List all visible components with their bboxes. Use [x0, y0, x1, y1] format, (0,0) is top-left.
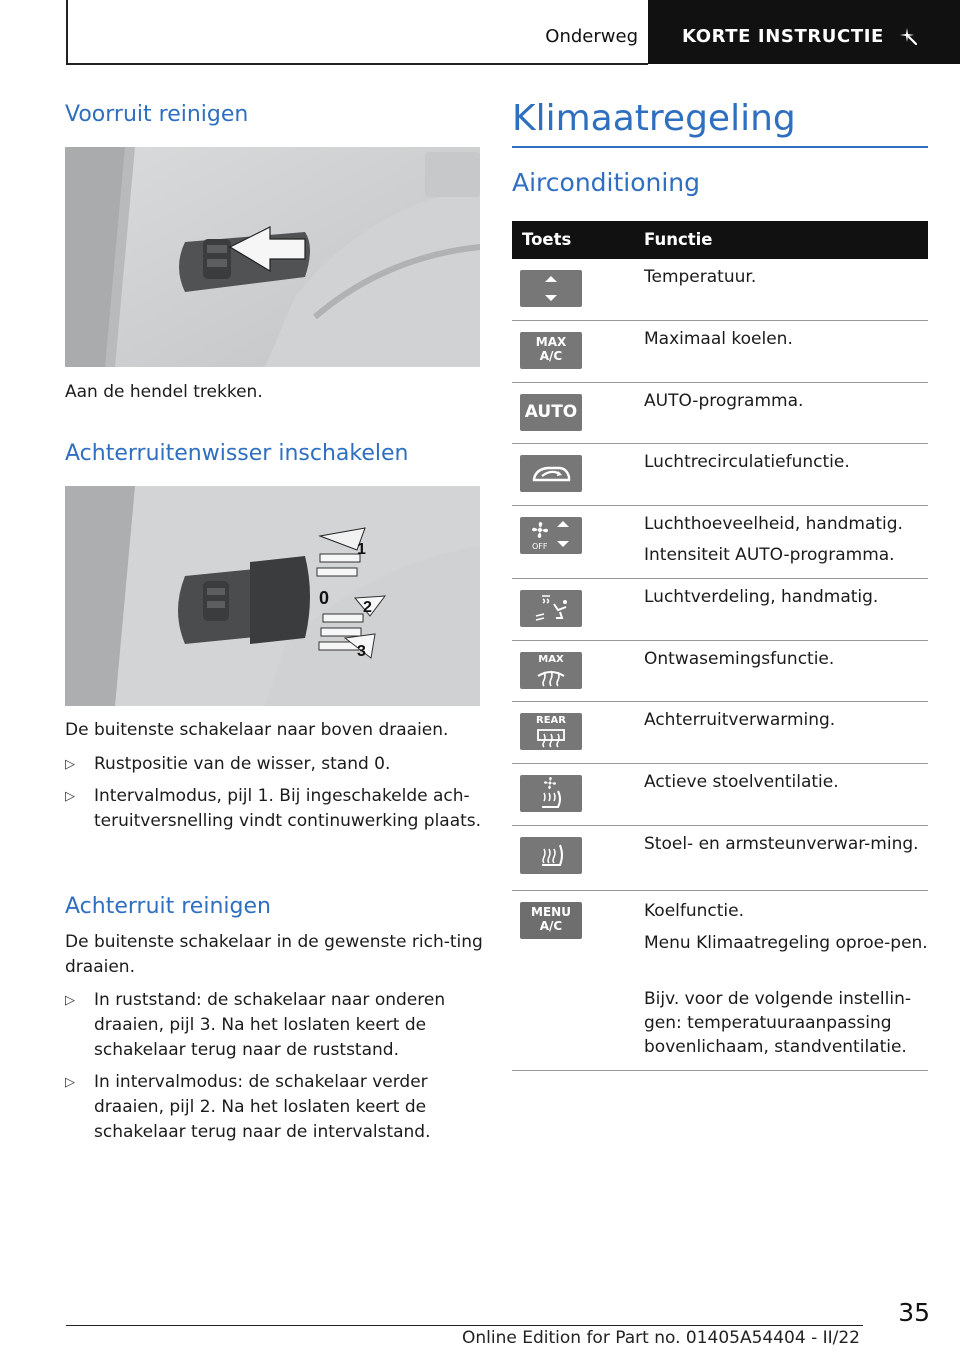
- bullet-mark: ▷: [65, 757, 75, 772]
- section-title-rear-wiper: Achterruitenwisser inschakelen: [65, 441, 409, 466]
- header-divider-left: [66, 0, 68, 64]
- footer-edition: Online Edition for Part no. 01405A54404 - II/22: [461, 1328, 860, 1348]
- bullet-mark: ▷: [65, 993, 75, 1008]
- caption-windscreen: Aan de hendel trekken.: [65, 382, 263, 402]
- footer-rule: [66, 1325, 863, 1326]
- page-number: 35: [898, 1298, 930, 1327]
- function-text: AUTO-programma.: [644, 391, 804, 411]
- function-text: Actieve stoelventilatie.: [644, 772, 839, 792]
- function-text: Luchtrecirculatiefunctie.: [644, 452, 850, 472]
- fan-speed-icon: [520, 517, 582, 554]
- bullet-text: In ruststand: de schakelaar naar onderen draaien, pijl 3. Na het loslaten keert de schakelaar terug naar de ruststand.: [94, 990, 446, 1060]
- table-row: [512, 383, 928, 444]
- max-defrost-icon: MAX: [520, 652, 582, 689]
- section-title-windscreen: Voorruit reinigen: [65, 102, 249, 127]
- function-text: Koelfunctie.: [644, 901, 745, 921]
- ac-table: [512, 221, 928, 1071]
- table-row: [512, 579, 928, 641]
- function-text: Intensiteit AUTO-programma.: [644, 545, 895, 565]
- col-header-function: Functie: [644, 230, 713, 249]
- quick-guide-icon: [896, 24, 920, 48]
- function-text: Menu Klimaatregeling oproe-pen.: [644, 933, 928, 953]
- bullet-text: Rustpositie van de wisser, stand 0.: [94, 754, 391, 774]
- temperature-updown-icon: [520, 270, 582, 307]
- table-row: [512, 641, 928, 702]
- photo-label-0: 0: [319, 588, 330, 608]
- photo-label-2: 2: [363, 599, 372, 616]
- auto-icon: AUTO: [520, 394, 582, 431]
- seat-ventilation-icon: [520, 775, 582, 812]
- rear-defrost-icon: REAR: [520, 713, 582, 750]
- bullet-text: Intervalmodus, pijl 1. Bij ingeschakelde ach-teruitversnelling vindt continuwerking plaats.: [94, 786, 482, 831]
- table-row: [512, 891, 928, 1071]
- svg-text:OFF: OFF: [532, 542, 548, 551]
- para-rear-window: De buitenste schakelaar in de gewenste rich-ting draaien.: [65, 932, 483, 977]
- table-row: [512, 764, 928, 826]
- recirculation-icon: [520, 455, 582, 492]
- function-text: Luchtverdeling, handmatig.: [644, 587, 879, 607]
- title-rule: [512, 146, 928, 148]
- page-title: Klimaatregeling: [512, 98, 796, 139]
- max-ac-icon: MAX A/C: [520, 332, 582, 369]
- table-row: [512, 321, 928, 383]
- table-row: [512, 259, 928, 321]
- header-section-title: Onderweg: [545, 26, 638, 47]
- bullet-text: In intervalmodus: de schakelaar verder draaien, pijl 2. Na het loslaten keert de schakelaar terug naar de intervalstand.: [94, 1072, 431, 1142]
- para-rear-wiper: De buitenste schakelaar naar boven draaien.: [65, 720, 449, 740]
- air-distribution-icon: [520, 590, 582, 627]
- section-title-ac: Airconditioning: [512, 168, 701, 197]
- photo-rear-wiper-switch: [65, 486, 480, 706]
- header-divider-bottom: [66, 63, 648, 65]
- bullet-mark: ▷: [65, 1075, 75, 1090]
- seat-heating-icon: [520, 837, 582, 874]
- bullet-mark: ▷: [65, 789, 75, 804]
- table-row: [512, 826, 928, 891]
- function-text: Stoel- en armsteunverwar-ming.: [644, 834, 919, 854]
- section-title-rear-window: Achterruit reinigen: [65, 894, 271, 919]
- table-header: [512, 221, 928, 259]
- function-text: Luchthoeveelheid, handmatig.: [644, 514, 903, 534]
- photo-label-3: 3: [357, 643, 366, 660]
- header-chapter-title: KORTE INSTRUCTIE: [682, 26, 884, 47]
- menu-ac-icon: MENU A/C: [520, 902, 582, 939]
- col-header-key: Toets: [522, 230, 572, 249]
- function-text: Bijv. voor de volgende instellin-gen: temperatuuraanpassing bovenlichaam, standventilatie.: [644, 989, 911, 1057]
- function-text: Temperatuur.: [644, 267, 757, 287]
- table-row: [512, 506, 928, 579]
- table-row: [512, 444, 928, 506]
- table-row: [512, 702, 928, 764]
- function-text: Maximaal koelen.: [644, 329, 793, 349]
- photo-label-1: 1: [357, 541, 366, 558]
- photo-wiper-lever-pull: [65, 147, 480, 367]
- header-chapter-tab: [648, 0, 960, 64]
- function-text: Ontwasemingsfunctie.: [644, 649, 835, 669]
- function-text: Achterruitverwarming.: [644, 710, 836, 730]
